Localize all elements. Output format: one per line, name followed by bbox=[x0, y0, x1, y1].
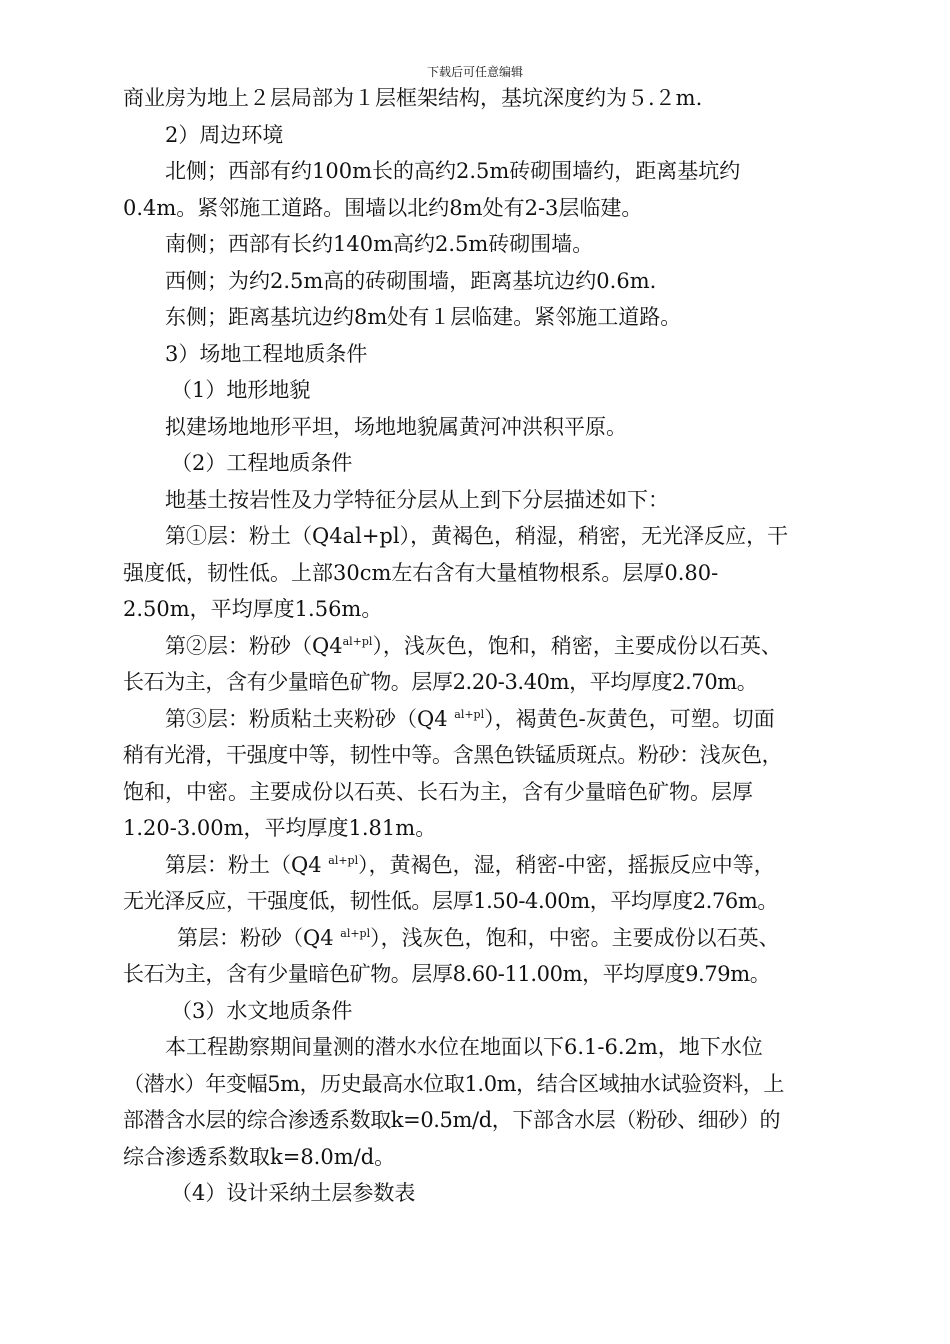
body-line: 1.20-3.00m，平均厚度1.81m。 bbox=[123, 816, 437, 840]
text-segment: 第层：粉土（Q4 bbox=[165, 852, 329, 877]
text-segment: 第②层：粉砂（Q4 bbox=[165, 633, 343, 658]
text-segment: ），黄褐色，湿，稍密-中密，摇振反应中等， bbox=[358, 852, 775, 877]
body-line: 拟建场地地形平坦，场地地貌属黄河冲洪积平原。 bbox=[165, 414, 627, 439]
body-line bbox=[123, 628, 833, 665]
section-heading: 2）周边环境 bbox=[165, 122, 284, 147]
document-body bbox=[123, 80, 833, 1212]
body-line bbox=[123, 701, 833, 738]
superscript: al+pl bbox=[340, 926, 371, 940]
text-segment: ），浅灰色，饱和，中密。主要成份以石英、 bbox=[370, 925, 780, 950]
body-line: 本工程勘察期间量测的潜水水位在地面以下6.1-6.2m，地下水位 bbox=[165, 1035, 763, 1059]
body-line: 北侧；西部有约100m长的高约2.5m砖砌围墙约，距离基坑约 bbox=[165, 159, 741, 183]
superscript: al+pl bbox=[454, 707, 485, 721]
body-line bbox=[123, 847, 833, 884]
body-line: 商业房为地上２层局部为１层框架结构，基坑深度约为５.２m. bbox=[123, 86, 703, 110]
superscript: al+pl bbox=[342, 634, 373, 648]
text-segment: ），浅灰色，饱和，稍密，主要成份以石英、 bbox=[372, 633, 782, 658]
body-line: 地基土按岩性及力学特征分层从上到下分层描述如下： bbox=[165, 487, 669, 512]
subsection-heading: （3）水文地质条件 bbox=[171, 998, 353, 1023]
body-line: 西侧；为约2.5m高的砖砌围墙，距离基坑边约0.6m. bbox=[165, 268, 657, 293]
subsection-heading: （2）工程地质条件 bbox=[171, 451, 353, 475]
subsection-heading: （4）设计采纳土层参数表 bbox=[171, 1181, 416, 1205]
body-line: 长石为主，含有少量暗色矿物。层厚8.60-11.00m，平均厚度9.79m。 bbox=[123, 962, 771, 986]
body-line: 无光泽反应，干强度低，韧性低。层厚1.50-4.00m，平均厚度2.76m。 bbox=[123, 889, 778, 913]
superscript: al+pl bbox=[328, 853, 359, 867]
text-segment: 第③层：粉质粘土夹粉砂（Q4 bbox=[165, 706, 455, 731]
body-line: 综合渗透系数取k=8.0m/d。 bbox=[123, 1144, 396, 1169]
body-line: 部潜含水层的综合渗透系数取k=0.5m/d，下部含水层（粉砂、细砂）的 bbox=[123, 1108, 781, 1132]
body-line: 东侧；距离基坑边约8m处有１层临建。紧邻施工道路。 bbox=[165, 305, 682, 329]
body-line: 饱和，中密。主要成份以石英、长石为主，含有少量暗色矿物。层厚 bbox=[123, 779, 753, 804]
body-line: 长石为主，含有少量暗色矿物。层厚2.20-3.40m，平均厚度2.70m。 bbox=[123, 670, 758, 694]
page-header-note: 下载后可任意编辑 bbox=[426, 65, 523, 79]
body-line: 第①层：粉土（Q4al+pl），黄褐色，稍湿，稍密，无光泽反应，干 bbox=[165, 524, 789, 548]
body-line bbox=[123, 920, 833, 957]
text-segment: ），褐黄色-灰黄色，可塑。切面 bbox=[484, 706, 775, 731]
body-line: 南侧；西部有长约140m高约2.5m砖砌围墙。 bbox=[165, 232, 594, 256]
subsection-heading: （1）地形地貌 bbox=[171, 378, 311, 402]
body-line: （潜水）年变幅5m，历史最高水位取1.0m，结合区域抽水试验资料，上 bbox=[123, 1071, 784, 1096]
section-heading: 3）场地工程地质条件 bbox=[165, 341, 368, 366]
body-line: 0.4m。紧邻施工道路。围墙以北约8m处有2-3层临建。 bbox=[123, 195, 643, 220]
body-line: 稍有光滑，干强度中等，韧性中等。含黑色铁锰质斑点。粉砂：浅灰色， bbox=[123, 743, 783, 767]
body-line: 强度低，韧性低。上部30cm左右含有大量植物根系。层厚0.80- bbox=[123, 560, 719, 585]
text-segment: 第层：粉砂（Q4 bbox=[177, 925, 341, 950]
body-line: 2.50m，平均厚度1.56m。 bbox=[123, 597, 383, 621]
